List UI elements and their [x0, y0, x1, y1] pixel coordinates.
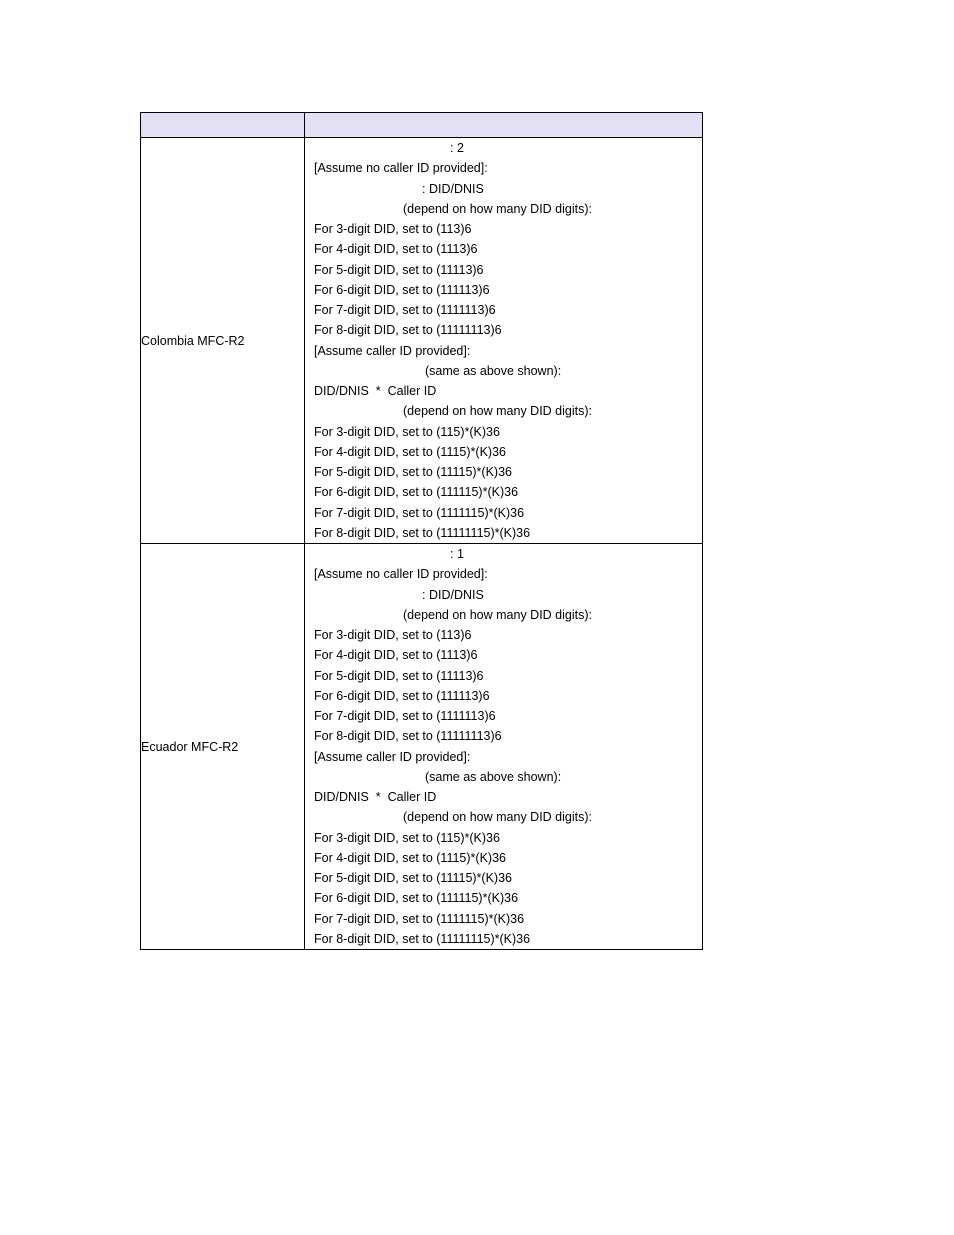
setting-line: For 6-digit DID, set to (111115)*(K)36 [314, 485, 519, 500]
setting-line: For 4-digit DID, set to (1115)*(K)36 [314, 850, 506, 865]
setting-line: For 5-digit DID, set to (11113)6 [314, 668, 484, 683]
setting-line: : 1 [450, 547, 464, 561]
setting-line: For 6-digit DID, set to (111113)6 [314, 282, 490, 297]
setting-line: For 8-digit DID, set to (11111115)*(K)36 [314, 931, 531, 946]
setting-line: : DID/DNIS [422, 587, 484, 602]
settings-cell [305, 544, 703, 950]
header-cell-settings [305, 113, 703, 138]
setting-line: [Assume caller ID provided]: [314, 749, 471, 764]
setting-line: [Assume caller ID provided]: [314, 343, 471, 358]
setting-line: DID/DNIS * Caller ID [314, 790, 437, 804]
setting-line: For 3-digit DID, set to (115)*(K)36 [314, 424, 500, 439]
country-cell: Colombia MFC-R2 [141, 138, 305, 544]
setting-line: For 8-digit DID, set to (11111113)6 [314, 729, 502, 744]
setting-line: : DID/DNIS [422, 181, 484, 196]
setting-line: DID/DNIS * Caller ID [314, 384, 437, 398]
setting-line: For 4-digit DID, set to (1113)6 [314, 242, 478, 257]
setting-line: For 4-digit DID, set to (1115)*(K)36 [314, 444, 506, 459]
setting-line: For 3-digit DID, set to (113)6 [314, 628, 472, 642]
table-row [141, 544, 703, 950]
setting-line: For 4-digit DID, set to (1113)6 [314, 648, 478, 663]
setting-line: For 3-digit DID, set to (115)*(K)36 [314, 830, 500, 845]
header-cell-country [141, 113, 305, 138]
setting-line: [Assume no caller ID provided]: [314, 567, 488, 582]
setting-line: For 5-digit DID, set to (11115)*(K)36 [314, 465, 512, 479]
setting-line: (same as above shown): [425, 363, 562, 378]
setting-line: [Assume no caller ID provided]: [314, 161, 488, 176]
setting-line: For 8-digit DID, set to (11111113)6 [314, 323, 502, 338]
setting-line: (depend on how many DID digits): [403, 404, 592, 419]
setting-line: (same as above shown): [425, 769, 562, 784]
setting-line: (depend on how many DID digits): [403, 810, 592, 825]
setting-line: (depend on how many DID digits): [403, 607, 592, 622]
setting-line: For 7-digit DID, set to (1111115)*(K)36 [314, 505, 525, 520]
setting-line: For 5-digit DID, set to (11115)*(K)36 [314, 871, 512, 885]
setting-line: For 3-digit DID, set to (113)6 [314, 222, 472, 236]
setting-line: For 6-digit DID, set to (111115)*(K)36 [314, 891, 519, 906]
country-cell: Ecuador MFC-R2 [141, 544, 305, 950]
table-header-row [141, 113, 703, 138]
setting-line: For 5-digit DID, set to (11113)6 [314, 262, 484, 277]
setting-line: For 6-digit DID, set to (111113)6 [314, 688, 490, 703]
table-row [141, 138, 703, 544]
settings-cell [305, 138, 703, 544]
setting-line: For 7-digit DID, set to (1111113)6 [314, 709, 496, 723]
setting-line: For 8-digit DID, set to (11111115)*(K)36 [314, 525, 531, 540]
setting-line: For 7-digit DID, set to (1111113)6 [314, 303, 496, 317]
setting-line: For 7-digit DID, set to (1111115)*(K)36 [314, 911, 525, 926]
setting-line: : 2 [450, 141, 464, 155]
settings-table [140, 112, 703, 950]
setting-line: (depend on how many DID digits): [403, 201, 592, 216]
